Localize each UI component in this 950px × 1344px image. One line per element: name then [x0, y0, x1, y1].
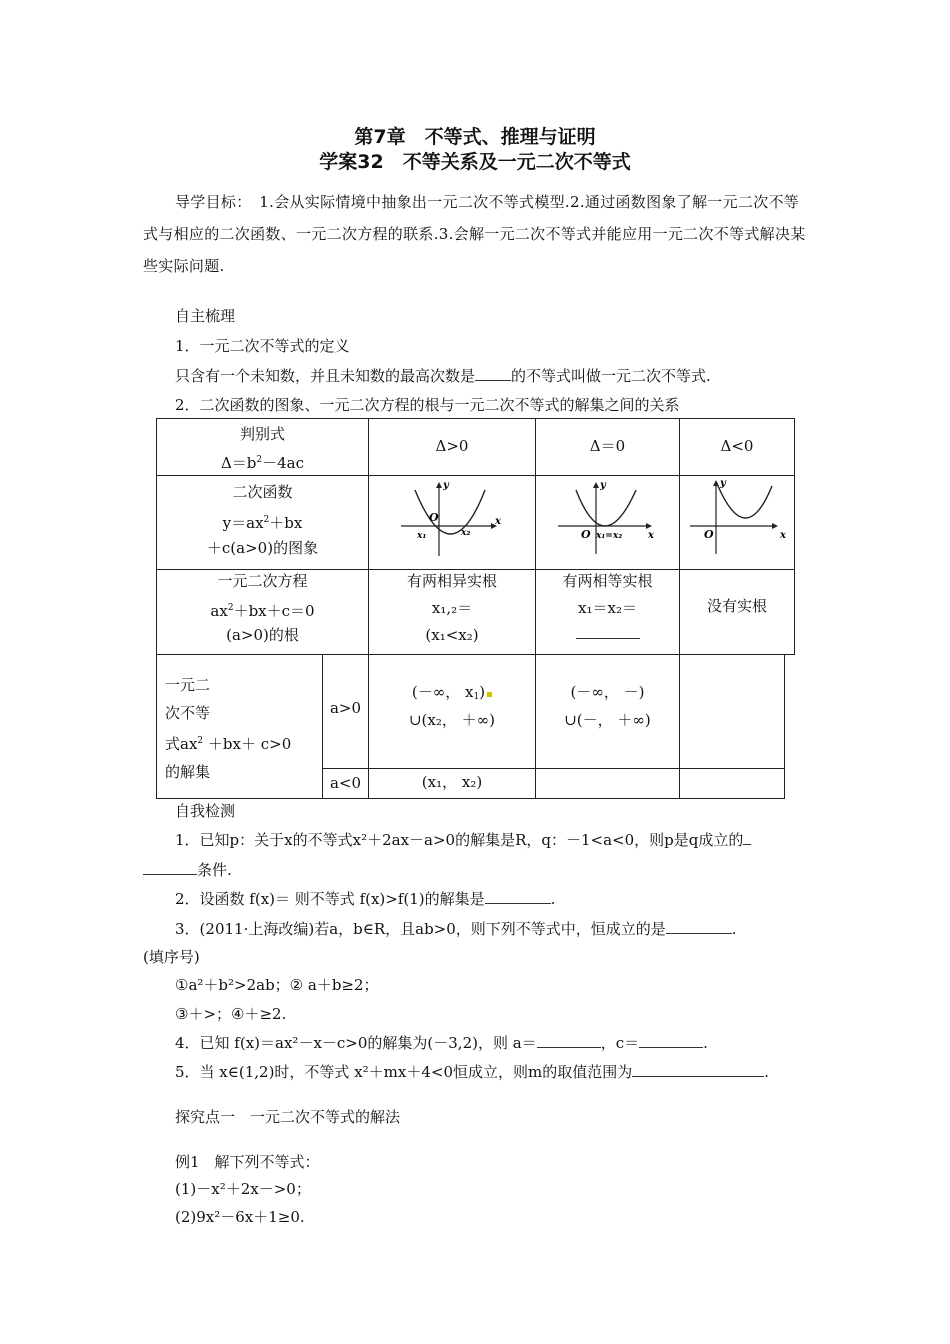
item1-blank[interactable] [475, 368, 511, 381]
func-label-3: ＋c(a>0)的图象 [206, 539, 319, 557]
q3-blank[interactable] [666, 921, 732, 934]
cell-solution-neg [368, 768, 536, 799]
cell-delta-zero [535, 418, 680, 476]
q5-blank[interactable] [632, 1064, 764, 1077]
roots-distinct-1: 有两相异实根 [406, 572, 497, 590]
solution-equal-1: (－∞， －) [570, 683, 645, 701]
graph-origin-label: O [429, 511, 439, 524]
review-item1-title: 1．一元二次不等式的定义 [175, 337, 350, 355]
q2-blank[interactable] [485, 891, 551, 904]
eq-label-1: 一元二次方程 [217, 572, 308, 590]
roots-distinct-2: x₁,₂＝ [431, 599, 473, 617]
cell-graph-two-roots [368, 475, 536, 570]
parabola-double-root-graph [536, 476, 679, 569]
parabola-two-roots-graph [369, 476, 535, 569]
delta-neg: Δ<0 [720, 437, 754, 455]
q5-text: 5．当 x∈(1,2)时，不等式 x²＋mx＋4<0恒成立，则m的取值范围为 [175, 1063, 633, 1081]
cell-equation-label [156, 569, 369, 655]
roots-equal-blank[interactable] [576, 638, 640, 639]
selftest-heading: 自我检测 [175, 802, 236, 820]
parabola-curve [718, 486, 772, 518]
cell-solution-distinct [368, 654, 536, 769]
chapter-title: 第7章 不等式、推理与证明 [354, 126, 596, 148]
review-item2-title: 2．二次函数的图象、一元二次方程的根与一元二次不等式的解集之间的关系 [175, 396, 680, 414]
review-heading: 自主梳理 [175, 307, 236, 325]
cell-no-roots [679, 569, 795, 655]
review-item1-text [175, 365, 711, 386]
q1-blank-start[interactable] [743, 832, 751, 845]
selftest-q2: 2．设函数 f(x)＝ 则不等式 f(x)>f(1)的解集是 . [175, 890, 556, 908]
example-item-2: (2)9x²－6x＋1≥0. [175, 1208, 305, 1226]
graph-y-label: y [600, 480, 606, 491]
cell-delta-pos [368, 418, 536, 476]
x-axis-arrow [772, 523, 778, 529]
y-axis-arrow [593, 482, 599, 488]
solution-distinct-1: (－∞， $x_1$) [369, 679, 535, 710]
selftest-q3c: ①a²＋b²>2ab；② a＋b≥2； [175, 976, 379, 994]
q1-tail: 条件. [197, 861, 232, 879]
disc-label-1: 判别式 [239, 425, 285, 443]
selftest-q1 [175, 829, 751, 850]
roots-equal-2: x₁＝x₂＝ [578, 599, 637, 617]
explore-heading: 探究点一 一元二次不等式的解法 [175, 1108, 401, 1126]
cell-delta-neg [679, 418, 795, 476]
selftest-q3b: (填序号) [143, 948, 200, 966]
roots-distinct-3: (x₁<x₂) [425, 626, 479, 644]
example-title: 例1 解下列不等式： [175, 1153, 320, 1171]
q4-text: 4．已知 f(x)＝ax²－x－c>0的解集为(－3,2)，则 a＝ [175, 1034, 537, 1052]
cell-solution-none [679, 654, 785, 769]
cell-discriminant-label [156, 418, 369, 476]
a-neg: a<0 [329, 774, 362, 792]
graph-x-label: x [780, 530, 786, 541]
ineq-label-block [165, 671, 291, 786]
cell-roots-equal [535, 569, 680, 655]
cell-graph-double-root [535, 475, 680, 570]
cell-solution-equal [535, 654, 680, 769]
eq-label-3: (a>0)的根 [226, 626, 299, 644]
q2-text: 2．设函数 f(x)＝ 则不等式 f(x)>f(1)的解集是 [175, 890, 485, 908]
q3-text: 3．(2011·上海改编)若a，b∈R，且ab>0，则下列不等式中，恒成立的是 [175, 920, 666, 938]
ineq-label-1: 一元二 [165, 676, 211, 694]
delta-pos: Δ>0 [435, 437, 469, 455]
graph-x2-label: x₂ [461, 528, 471, 538]
item1-before: 只含有一个未知数，并且未知数的最高次数是 [175, 367, 476, 385]
a-pos: a>0 [329, 699, 362, 717]
q1-blank[interactable] [143, 862, 197, 875]
graph-y-label: y [443, 480, 449, 491]
no-roots: 没有实根 [706, 597, 767, 615]
solution-neg: (x₁， x₂) [421, 773, 483, 791]
parabola-curve [576, 490, 636, 526]
func-label-1: 二次函数 [232, 483, 293, 501]
cell-inequality-label [156, 654, 323, 799]
cell-roots-distinct [368, 569, 536, 655]
q4-blank-a[interactable] [537, 1035, 601, 1048]
example-item-1: (1)－x²＋2x－>0； [175, 1180, 311, 1198]
objectives-content: 导学目标： 1.会从实际情境中抽象出一元二次不等式模型.2.通过函数图象了解一元二次不等式与相应的二次函数、一元二次方程的联系.3.会解一元二次不等式并能应用一元二次不等式解决某些实际问题. [143, 193, 806, 275]
func-label-2: $y=ax^2+bx$ [222, 514, 303, 532]
selftest-q1-cont [143, 859, 232, 880]
cell-function-label [156, 475, 369, 570]
solution-equal-2: ∪(－， ＋∞) [564, 711, 651, 729]
selftest-q3d: ③＋>；④＋≥2. [175, 1005, 287, 1023]
q1-text: 1．已知p：关于x的不等式x²＋2ax－a>0的解集是R，q：－1<a<0，则p是q成立的 [175, 831, 744, 849]
q4-blank-c[interactable] [639, 1035, 703, 1048]
solution-distinct-2: ∪(x₂， ＋∞) [408, 711, 495, 729]
selftest-q5: 5．当 x∈(1,2)时，不等式 x²＋mx＋4<0恒成立，则m的取值范围为 . [175, 1063, 770, 1081]
eq-label-2: $ax^2+bx+c=0$ [210, 602, 315, 620]
graph-origin-label: O [704, 528, 714, 541]
graph-x1x2-label: x₁=x₂ [596, 531, 623, 541]
objectives-text [143, 186, 808, 282]
ineq-label-4: 的解集 [165, 763, 211, 781]
cell-solution-neg-none [679, 768, 785, 799]
delta-zero: Δ＝0 [589, 437, 626, 455]
roots-equal-1: 有两相等实根 [562, 572, 653, 590]
graph-y-label: y [720, 478, 726, 489]
disc-label-2: $\Delta=b^2-4ac$ [220, 454, 305, 472]
cell-a-pos [322, 654, 369, 769]
cell-graph-no-root [679, 475, 795, 570]
cell-a-neg [322, 768, 369, 799]
graph-x-label: x [648, 530, 654, 541]
graph-x1-label: x₁ [417, 531, 427, 541]
cell-solution-neg-equal [535, 768, 680, 799]
item1-after: 的不等式叫做一元二次不等式. [511, 367, 711, 385]
selftest-q3: 3．(2011·上海改编)若a，b∈R，且ab>0，则下列不等式中，恒成立的是 . [175, 920, 737, 938]
parabola-no-root-graph [680, 476, 794, 569]
y-axis-arrow [713, 480, 719, 486]
x-axis-arrow [646, 523, 652, 529]
case-title: 学案32 不等关系及一元二次不等式 [319, 151, 631, 173]
ineq-label-3: 式$ax^2 +bx+ c>0$ [165, 735, 292, 753]
y-axis-arrow [436, 482, 442, 488]
ineq-label-2: 次不等 [165, 704, 211, 722]
graph-origin-label: O [581, 528, 591, 541]
graph-x-label: x [495, 516, 501, 527]
q4-text-c: ，c＝ [600, 1034, 640, 1052]
selftest-q4: 4．已知 f(x)＝ax²－x－c>0的解集为(－3,2)，则 a＝ ，c＝ . [175, 1034, 708, 1052]
parabola-curve [415, 490, 485, 534]
